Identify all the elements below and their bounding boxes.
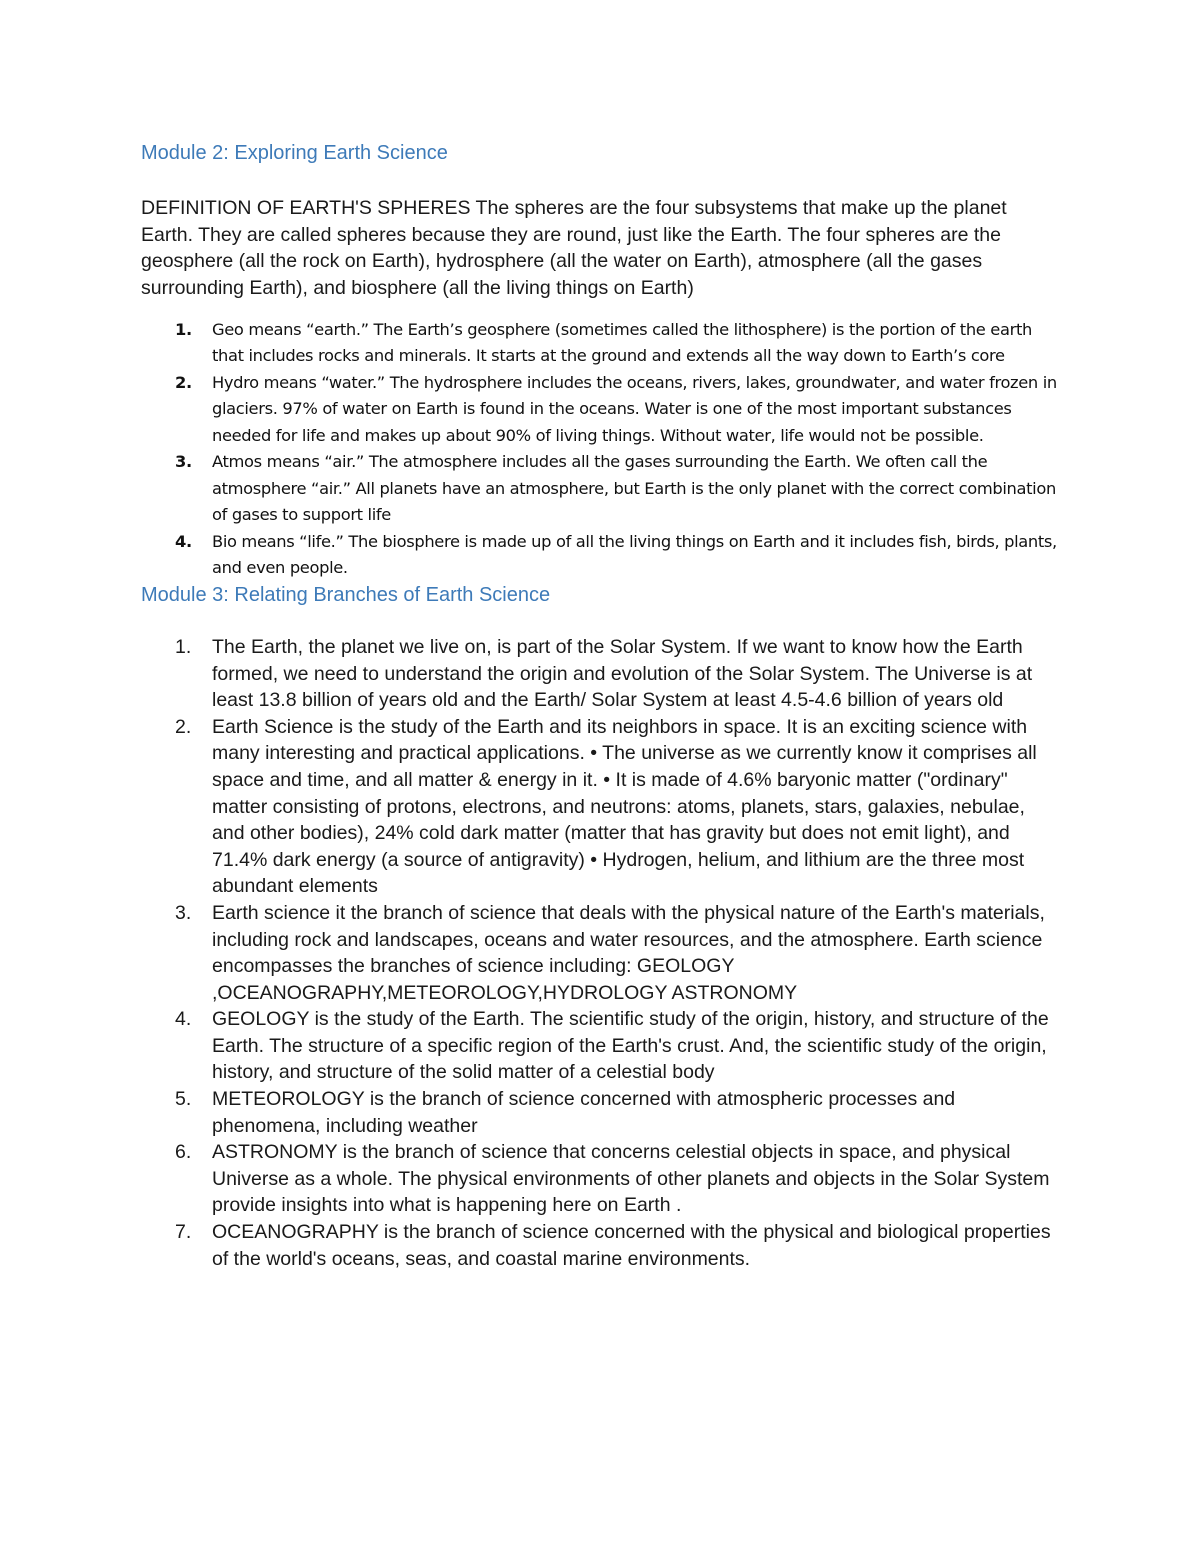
list-item-text: GEOLOGY is the study of the Earth. The scientific study of the origin, history, and structure of the Earth. The structure of a specific region of the Earth's crust. And, the scientific study of the origin, history, and structure of the solid matter of a celestial body: [212, 1008, 1049, 1084]
list-item: [141, 449, 1061, 528]
list-number: 3.: [175, 901, 192, 924]
list-item: [141, 900, 1061, 1006]
list-number: 1.: [175, 635, 192, 658]
list-item: [141, 1006, 1061, 1086]
list-number: 1.: [175, 320, 192, 339]
document-body: [141, 140, 1061, 1272]
list-item-text: Bio means “life.” The biosphere is made up of all the living things on Earth and it includes fish, birds, plants, and even people.: [212, 531, 1057, 578]
list-number: 3.: [175, 452, 192, 472]
list-number: 6.: [175, 1141, 192, 1164]
list-item-text: Atmos means “air.” The atmosphere includes all the gases surrounding the Earth. We often call the atmosphere “air.” All planets have an atmosphere, but Earth is the only planet with the correct combination of gases to support life: [212, 452, 1056, 525]
list-item-text: OCEANOGRAPHY is the branch of science concerned with the physical and biological properties of the world's oceans, seas, and coastal marine environments.: [212, 1221, 1051, 1270]
list-item: [141, 634, 1061, 714]
list-item: [141, 317, 1061, 370]
list-item-text: Earth science it the branch of science that deals with the physical nature of the Earth's materials, including rock and landscapes, oceans and water resources, and the atmosphere. Earth science encompasses the branches of science including: GEOLOGY ,OCEANOGRAPHY,METEOROLOGY,HYDROLOGY ASTRONOMY: [212, 901, 1045, 1004]
list-item: [141, 1219, 1061, 1272]
list-item-text: The Earth, the planet we live on, is part of the Solar System. If we want to know how the Earth formed, we need to understand the origin and evolution of the Solar System. The Universe is at least 13.8 billion of years old and the Earth/ Solar System at least 4.5-4.6 billion of years old: [212, 635, 1033, 712]
list-item: [141, 1086, 1061, 1139]
list-item-text: ASTRONOMY is the branch of science that concerns celestial objects in space, and physical Universe as a whole. The physical environments of other planets and objects in the Solar System provide insights into what is happening here on Earth .: [212, 1141, 1050, 1217]
list-item-text: Earth Science is the study of the Earth and its neighbors in space. It is an exciting science with many interesting and practical applications. • The universe as we currently know it comprises all space and time, and all matter & energy in it. • It is made of 4.6% baryonic matter ("ordinary" matter consisting of protons, electrons, and neutrons: atoms, planets, stars, galaxies, nebulae, and other bodies), 24% cold dark matter (matter that has gravity but does not emit light), and 71.4% dark energy (a source of antigravity) • Hydrogen, helium, and lithium are the three most abundant elements: [212, 715, 1037, 898]
list-number: 2.: [175, 715, 192, 738]
module-3-heading: Module 3: Relating Branches of Earth Science: [141, 583, 551, 606]
list-item-text: Geo means “earth.” The Earth’s geosphere (sometimes called the lithosphere) is the portion of the earth that includes rocks and minerals. It starts at the ground and extends all the way down to Earth’s core: [212, 320, 1032, 366]
module-2-heading: Module 2: Exploring Earth Science: [141, 142, 448, 164]
list-number: 5.: [175, 1088, 192, 1111]
list-number: 4.: [175, 531, 192, 551]
list-item: [141, 529, 1061, 582]
spheres-list: [141, 317, 1061, 581]
list-item: [141, 1139, 1061, 1219]
list-number: 7.: [175, 1221, 192, 1244]
branches-list: [141, 634, 1061, 1272]
list-number: 4.: [175, 1008, 192, 1031]
list-number: 2.: [175, 373, 192, 393]
list-item: [141, 714, 1061, 900]
list-item: [141, 370, 1061, 449]
list-item-text: Hydro means “water.” The hydrosphere includes the oceans, rivers, lakes, groundwater, and water frozen in glaciers. 97% of water on Earth is found in the oceans. Water is one of the most important substances needed for life and makes up about 90% of living things. Without water, life would not be possible.: [212, 373, 1057, 445]
spheres-definition-paragraph: DEFINITION OF EARTH'S SPHERES The spheres are the four subsystems that make up the planet Earth. They are called spheres because they are round, just like the Earth. The four spheres are the geosphere (all the rock on Earth), hydrosphere (all the water on Earth), atmosphere (all the gases surrounding Earth), and biosphere (all the living things on Earth): [141, 197, 1007, 299]
list-item-text: METEOROLOGY is the branch of science concerned with atmospheric processes and phenomena, including weather: [212, 1088, 956, 1137]
